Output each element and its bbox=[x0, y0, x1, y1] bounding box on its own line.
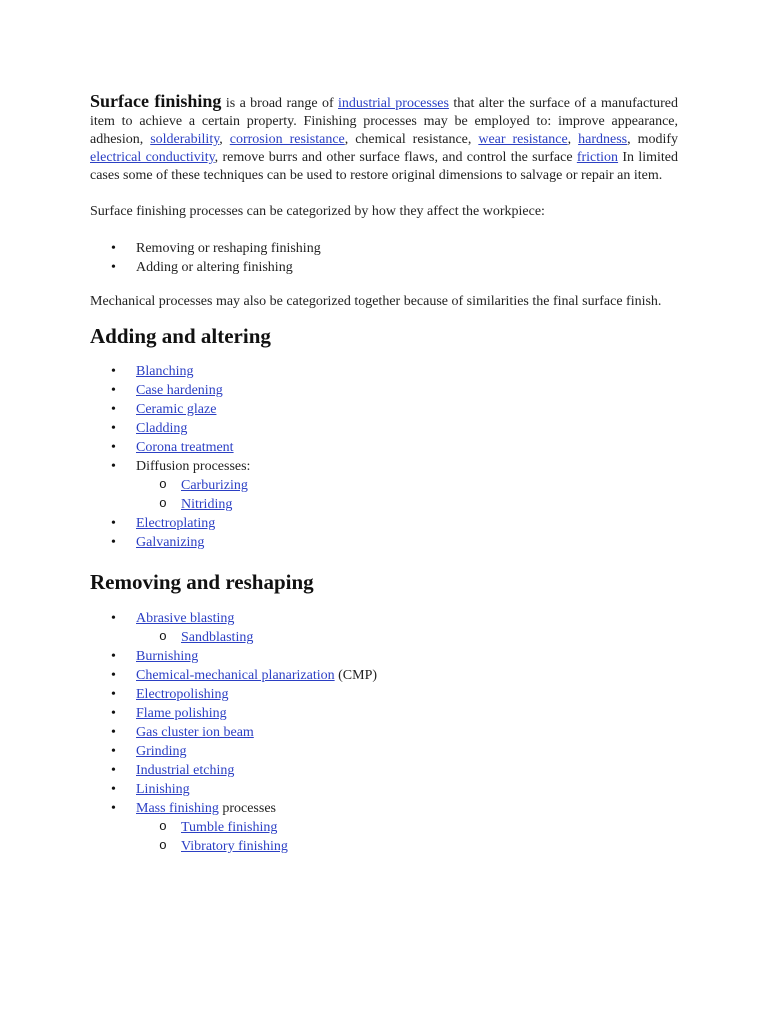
intro-text: , bbox=[567, 132, 579, 147]
list-item bbox=[90, 381, 678, 400]
link-electroplating[interactable]: Electroplating bbox=[136, 516, 216, 531]
list-item bbox=[90, 609, 678, 647]
mass-finishing-sublist bbox=[136, 818, 678, 856]
link-galvanizing[interactable]: Galvanizing bbox=[136, 535, 205, 550]
link-corona-treatment[interactable]: Corona treatment bbox=[136, 440, 234, 455]
list-item bbox=[90, 799, 678, 856]
link-sandblasting[interactable]: Sandblasting bbox=[181, 630, 254, 645]
intro-paragraph bbox=[90, 92, 678, 185]
list-item bbox=[90, 666, 678, 685]
link-cladding[interactable]: Cladding bbox=[136, 421, 188, 436]
list-item bbox=[136, 837, 678, 856]
list-item bbox=[90, 533, 678, 552]
link-ceramic-glaze[interactable]: Ceramic glaze bbox=[136, 402, 217, 417]
link-blanching[interactable]: Blanching bbox=[136, 364, 194, 379]
link-carburizing[interactable]: Carburizing bbox=[181, 478, 248, 493]
link-mass-finishing[interactable]: Mass finishing bbox=[136, 801, 219, 816]
link-flame-polishing[interactable]: Flame polishing bbox=[136, 706, 227, 721]
list-item bbox=[90, 647, 678, 666]
link-electrical-conductivity[interactable]: electrical conductivity bbox=[90, 150, 215, 165]
intro-text: that alter the surface of a manufactured item to achieve a certain property. Finishing processes may be employed to: improve appearance, adhesion, bbox=[90, 96, 678, 147]
list-item bbox=[90, 362, 678, 381]
intro-text: , bbox=[219, 132, 230, 147]
link-linishing[interactable]: Linishing bbox=[136, 782, 190, 797]
link-industrial-etching[interactable]: Industrial etching bbox=[136, 763, 235, 778]
adding-list bbox=[90, 362, 678, 552]
list-item bbox=[90, 761, 678, 780]
link-burnishing[interactable]: Burnishing bbox=[136, 649, 199, 664]
link-hardness[interactable]: hardness bbox=[578, 132, 628, 147]
diffusion-label: Diffusion processes: bbox=[136, 459, 251, 474]
document-page bbox=[90, 92, 678, 856]
mechanical-paragraph: Mechanical processes may also be categorized together because of similarities the final surface finish. bbox=[90, 294, 662, 309]
list-item bbox=[90, 419, 678, 438]
link-cmp[interactable]: Chemical-mechanical planarization bbox=[136, 668, 335, 683]
diffusion-sublist bbox=[136, 476, 678, 514]
link-tumble-finishing[interactable]: Tumble finishing bbox=[181, 820, 278, 835]
abrasive-sublist bbox=[136, 628, 678, 647]
list-item bbox=[90, 514, 678, 533]
link-solderability[interactable]: solderability bbox=[150, 132, 220, 147]
list-item bbox=[90, 685, 678, 704]
list-item bbox=[90, 438, 678, 457]
list-item bbox=[90, 704, 678, 723]
section-heading-adding: Adding and altering bbox=[90, 324, 271, 348]
list-item bbox=[90, 780, 678, 799]
link-vibratory-finishing[interactable]: Vibratory finishing bbox=[181, 839, 288, 854]
intro-text: , remove burrs and other surface flaws, and control the surface bbox=[214, 150, 577, 165]
link-electropolishing[interactable]: Electropolishing bbox=[136, 687, 229, 702]
list-item bbox=[90, 457, 678, 514]
link-nitriding[interactable]: Nitriding bbox=[181, 497, 233, 512]
lead-term: Surface finishing bbox=[90, 91, 222, 111]
list-item bbox=[90, 400, 678, 419]
link-grinding[interactable]: Grinding bbox=[136, 744, 187, 759]
list-item: • Adding or altering finishing bbox=[90, 258, 678, 277]
link-friction[interactable]: friction bbox=[576, 150, 619, 165]
link-corrosion-resistance[interactable]: corrosion resistance bbox=[229, 132, 345, 147]
intro-text: , modify bbox=[627, 132, 679, 147]
link-wear-resistance[interactable]: wear resistance bbox=[478, 132, 568, 147]
list-item bbox=[90, 723, 678, 742]
link-industrial-processes[interactable]: industrial processes bbox=[338, 96, 449, 111]
cmp-suffix: (CMP) bbox=[334, 668, 378, 683]
list-item bbox=[136, 476, 678, 495]
link-case-hardening[interactable]: Case hardening bbox=[136, 383, 223, 398]
list-item bbox=[90, 742, 678, 761]
list-item: • Removing or reshaping finishing bbox=[90, 239, 678, 258]
link-abrasive-blasting[interactable]: Abrasive blasting bbox=[136, 611, 235, 626]
section-heading-removing: Removing and reshaping bbox=[90, 570, 314, 594]
intro-text: , chemical resistance, bbox=[344, 132, 479, 147]
intro-text: In limited cases some of these techniques can be used to restore original dimensions to salvage or repair an item. bbox=[90, 150, 678, 183]
link-gas-cluster-ion-beam[interactable]: Gas cluster ion beam bbox=[136, 725, 254, 740]
categories-list bbox=[90, 239, 678, 277]
removing-list bbox=[90, 609, 678, 856]
intro-text: is a broad range of bbox=[221, 96, 339, 111]
list-item bbox=[136, 495, 678, 514]
mass-finishing-suffix: processes bbox=[218, 801, 276, 816]
categorize-paragraph: Surface finishing processes can be categorized by how they affect the workpiece: bbox=[90, 204, 545, 219]
list-item bbox=[136, 628, 678, 647]
list-item bbox=[136, 818, 678, 837]
